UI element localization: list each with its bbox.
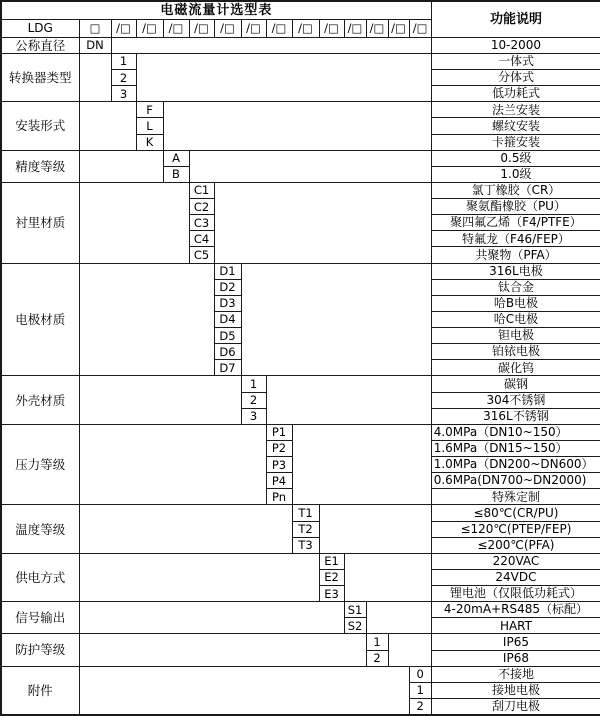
model-slot-cell: /□ bbox=[241, 19, 266, 37]
code-cell: T1 bbox=[292, 505, 319, 521]
code-cell: DN bbox=[79, 37, 111, 53]
category-label-housing-material: 外壳材质 bbox=[1, 376, 79, 424]
model-slot-cell: /□ bbox=[409, 19, 431, 37]
desc-cell: 哈C电极 bbox=[431, 311, 600, 327]
code-cell: 2 bbox=[366, 650, 388, 666]
desc-cell: 刮刀电极 bbox=[431, 698, 600, 715]
desc-cell: 法兰安装 bbox=[431, 102, 600, 118]
model-slot-cell: /□ bbox=[214, 19, 241, 37]
code-cell: 2 bbox=[241, 392, 266, 408]
category-label-electrode-material: 电极材质 bbox=[1, 263, 79, 376]
spacer-cell bbox=[79, 424, 266, 505]
code-cell: C3 bbox=[189, 215, 214, 231]
desc-cell: ≤80℃(CR/PU) bbox=[431, 505, 600, 521]
spacer-cell bbox=[266, 376, 431, 424]
code-cell: 2 bbox=[409, 698, 431, 715]
model-slot-cell: /□ bbox=[111, 19, 136, 37]
desc-cell: 220VAC bbox=[431, 553, 600, 569]
spacer-cell bbox=[111, 37, 431, 53]
spacer-cell bbox=[79, 602, 344, 634]
desc-cell: 一体式 bbox=[431, 53, 600, 69]
desc-cell: 特殊定制 bbox=[431, 489, 600, 505]
model-slot-cell: /□ bbox=[189, 19, 214, 37]
code-cell: F bbox=[136, 102, 163, 118]
code-cell: D6 bbox=[214, 344, 241, 360]
category-label-temperature-rating: 温度等级 bbox=[1, 505, 79, 553]
table-title: 电磁流量计选型表 bbox=[1, 1, 431, 19]
code-cell: D4 bbox=[214, 311, 241, 327]
spacer-cell bbox=[163, 102, 431, 150]
spacer-cell bbox=[79, 182, 189, 263]
spacer-cell bbox=[241, 263, 431, 376]
desc-cell: 316L不锈钢 bbox=[431, 408, 600, 424]
spacer-cell bbox=[79, 150, 163, 182]
code-cell: 3 bbox=[241, 408, 266, 424]
code-cell: B bbox=[163, 166, 189, 182]
category-label-accessories: 附件 bbox=[1, 666, 79, 715]
code-cell: C2 bbox=[189, 199, 214, 215]
code-cell: 1 bbox=[409, 682, 431, 698]
model-slot-cell: /□ bbox=[266, 19, 292, 37]
category-label-accuracy-grade: 精度等级 bbox=[1, 150, 79, 182]
desc-cell: 特氟龙（F46/FEP） bbox=[431, 231, 600, 247]
spacer-cell bbox=[79, 505, 292, 553]
code-cell: 3 bbox=[111, 86, 136, 102]
model-box-cell: □ bbox=[79, 19, 111, 37]
desc-cell: 钽电极 bbox=[431, 328, 600, 344]
category-label-pressure-rating: 压力等级 bbox=[1, 424, 79, 505]
code-cell: P2 bbox=[266, 440, 292, 456]
code-cell: C5 bbox=[189, 247, 214, 263]
model-slot-cell: /□ bbox=[344, 19, 366, 37]
desc-cell: 24VDC bbox=[431, 569, 600, 585]
code-cell: T2 bbox=[292, 521, 319, 537]
model-prefix: LDG bbox=[1, 19, 79, 37]
desc-cell: 316L电极 bbox=[431, 263, 600, 279]
code-cell: T3 bbox=[292, 537, 319, 553]
code-cell: D5 bbox=[214, 328, 241, 344]
spacer-cell bbox=[79, 102, 136, 150]
code-cell: C1 bbox=[189, 182, 214, 198]
desc-cell: 4-20mA+RS485（标配） bbox=[431, 602, 600, 618]
spacer-cell bbox=[388, 634, 431, 666]
category-label-installation-type: 安装形式 bbox=[1, 102, 79, 150]
code-cell: C4 bbox=[189, 231, 214, 247]
spacer-cell bbox=[79, 634, 366, 666]
spacer-cell bbox=[366, 602, 431, 634]
spacer-cell bbox=[79, 376, 241, 424]
code-cell: D2 bbox=[214, 279, 241, 295]
code-cell: 0 bbox=[409, 666, 431, 682]
desc-cell: 不接地 bbox=[431, 666, 600, 682]
spacer-cell bbox=[292, 424, 431, 505]
desc-cell: 接地电极 bbox=[431, 682, 600, 698]
code-cell: D3 bbox=[214, 295, 241, 311]
code-cell: L bbox=[136, 118, 163, 134]
desc-cell: 10-2000 bbox=[431, 37, 600, 53]
desc-cell: 铂铱电极 bbox=[431, 344, 600, 360]
spacer-cell bbox=[344, 553, 431, 601]
desc-cell: 1.0MPa（DN200~DN600） bbox=[431, 457, 600, 473]
desc-cell: 锂电池（仅限低功耗式） bbox=[431, 586, 600, 602]
desc-cell: 1.6MPa（DN15~150） bbox=[431, 440, 600, 456]
code-cell: D7 bbox=[214, 360, 241, 376]
code-cell: 1 bbox=[241, 376, 266, 392]
desc-cell: HART bbox=[431, 618, 600, 634]
desc-cell: 碳钢 bbox=[431, 376, 600, 392]
code-cell: 2 bbox=[111, 70, 136, 86]
spacer-cell bbox=[136, 53, 431, 101]
code-cell: E2 bbox=[319, 569, 344, 585]
category-label-lining-material: 衬里材质 bbox=[1, 182, 79, 263]
code-cell: E3 bbox=[319, 586, 344, 602]
desc-cell: 钛合金 bbox=[431, 279, 600, 295]
code-cell: K bbox=[136, 134, 163, 150]
code-cell: P3 bbox=[266, 457, 292, 473]
desc-cell: 哈B电极 bbox=[431, 295, 600, 311]
code-cell: A bbox=[163, 150, 189, 166]
model-slot-cell: /□ bbox=[366, 19, 388, 37]
model-slot-cell: /□ bbox=[292, 19, 319, 37]
spacer-cell bbox=[79, 263, 214, 376]
spacer-cell bbox=[79, 553, 319, 601]
code-cell: P1 bbox=[266, 424, 292, 440]
desc-cell: 0.6MPa(DN700~DN2000) bbox=[431, 473, 600, 489]
desc-cell: 卡箍安装 bbox=[431, 134, 600, 150]
category-label-signal-output: 信号输出 bbox=[1, 602, 79, 634]
desc-cell: 螺纹安装 bbox=[431, 118, 600, 134]
desc-cell: 0.5级 bbox=[431, 150, 600, 166]
category-label-power-supply: 供电方式 bbox=[1, 553, 79, 601]
model-slot-cell: /□ bbox=[388, 19, 409, 37]
category-label-converter-type: 转换器类型 bbox=[1, 53, 79, 101]
spacer-cell bbox=[214, 182, 431, 263]
category-label-nominal-diameter: 公称直径 bbox=[1, 37, 79, 53]
code-cell: 1 bbox=[366, 634, 388, 650]
function-column-header: 功能说明 bbox=[431, 1, 600, 37]
desc-cell: ≤200℃(PFA) bbox=[431, 537, 600, 553]
desc-cell: 低功耗式 bbox=[431, 86, 600, 102]
desc-cell: 共聚物（PFA） bbox=[431, 247, 600, 263]
code-cell: S1 bbox=[344, 602, 366, 618]
desc-cell: 4.0MPa（DN10~150） bbox=[431, 424, 600, 440]
desc-cell: 聚四氟乙烯（F4/PTFE） bbox=[431, 215, 600, 231]
model-slot-cell: /□ bbox=[163, 19, 189, 37]
category-label-protection-rating: 防护等级 bbox=[1, 634, 79, 666]
code-cell: D1 bbox=[214, 263, 241, 279]
spacer-cell bbox=[79, 666, 409, 715]
desc-cell: 分体式 bbox=[431, 70, 600, 86]
desc-cell: 聚氨酯橡胶（PU） bbox=[431, 199, 600, 215]
code-cell: Pn bbox=[266, 489, 292, 505]
spacer-cell bbox=[79, 53, 111, 101]
desc-cell: 碳化钨 bbox=[431, 360, 600, 376]
model-slot-cell: /□ bbox=[319, 19, 344, 37]
code-cell: 1 bbox=[111, 53, 136, 69]
model-slot-cell: /□ bbox=[136, 19, 163, 37]
code-cell: P4 bbox=[266, 473, 292, 489]
code-cell: S2 bbox=[344, 618, 366, 634]
spacer-cell bbox=[189, 150, 431, 182]
desc-cell: 304不锈钢 bbox=[431, 392, 600, 408]
desc-cell: ≤120℃(PTEP/FEP) bbox=[431, 521, 600, 537]
spacer-cell bbox=[319, 505, 431, 553]
desc-cell: 1.0级 bbox=[431, 166, 600, 182]
desc-cell: IP65 bbox=[431, 634, 600, 650]
code-cell: E1 bbox=[319, 553, 344, 569]
desc-cell: 氯丁橡胶（CR） bbox=[431, 182, 600, 198]
desc-cell: IP68 bbox=[431, 650, 600, 666]
